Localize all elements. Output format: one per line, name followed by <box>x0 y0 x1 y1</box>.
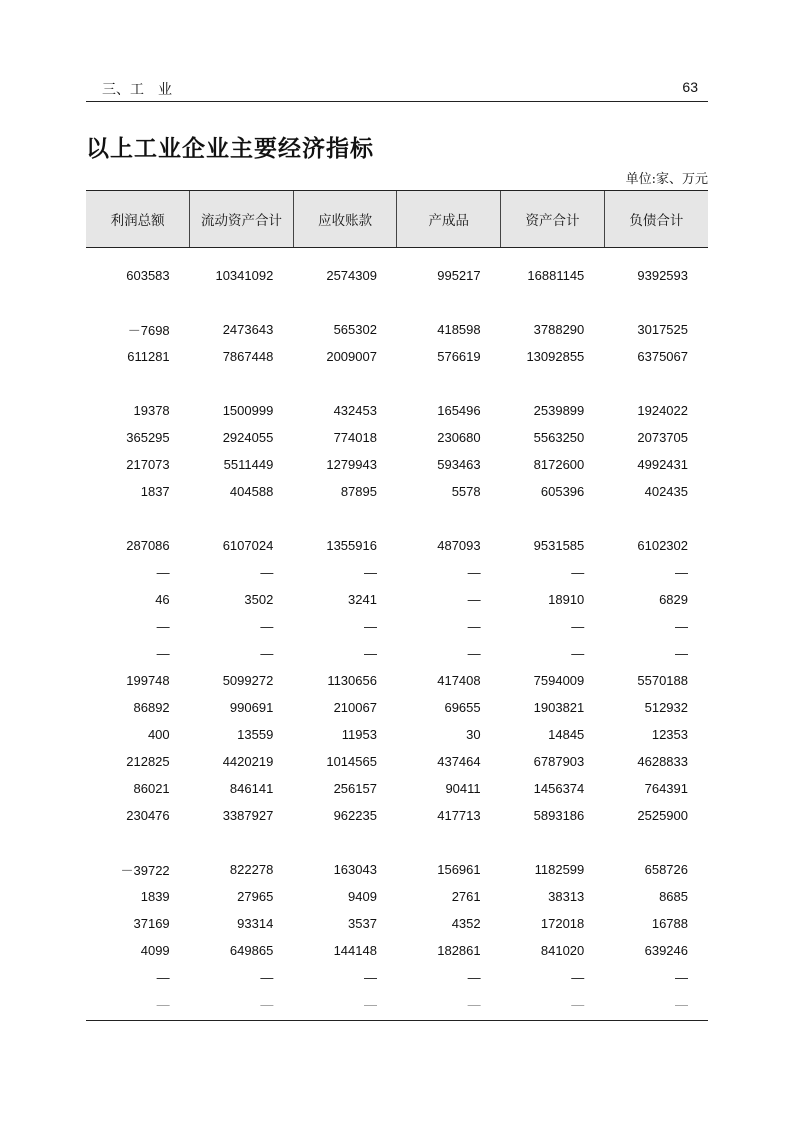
table-row <box>86 910 708 937</box>
table-cell: — <box>363 619 377 634</box>
table-cell: 8172600 <box>533 457 585 472</box>
table-cell: 3537 <box>348 916 377 931</box>
table-cell: 12353 <box>651 727 688 742</box>
table-row <box>86 937 708 964</box>
table-cell: — <box>363 997 377 1012</box>
table-cell: 217073 <box>126 457 170 472</box>
table-cell: 2574309 <box>326 268 377 283</box>
table-row <box>86 721 708 748</box>
table-row <box>86 964 708 991</box>
table-cell: 4352 <box>451 916 481 931</box>
table-cell: — <box>571 619 585 634</box>
column-header: 负债合计 <box>604 191 708 248</box>
table-cell: 30 <box>466 727 481 742</box>
table-cell: — <box>467 592 481 607</box>
table-cell: — <box>260 646 274 661</box>
table-cell: 417713 <box>437 808 481 823</box>
table-cell: 144148 <box>333 943 377 958</box>
table-cell: 1903821 <box>533 700 585 715</box>
table-cell: 212825 <box>126 754 170 769</box>
table-cell: 27965 <box>237 889 274 904</box>
table-cell: 199748 <box>126 673 170 688</box>
column-header: 应收账款 <box>293 191 397 248</box>
table-cell: 990691 <box>229 700 274 715</box>
table-cell: 404588 <box>229 484 274 499</box>
table-cell: 1182599 <box>534 862 585 877</box>
table-cell: 6787903 <box>533 754 585 769</box>
header-row <box>86 191 708 248</box>
table-cell: 432453 <box>333 403 377 418</box>
table-cell: 5570188 <box>637 673 688 688</box>
table-cell: 1456374 <box>533 781 585 796</box>
table-cell: 90411 <box>445 781 481 796</box>
table-cell: 437464 <box>437 754 481 769</box>
table-row <box>86 343 708 370</box>
table-cell: 93314 <box>237 916 274 931</box>
table-cell: 774018 <box>333 430 377 445</box>
table-cell: 13092855 <box>526 349 585 364</box>
table-cell: 841020 <box>540 943 585 958</box>
table-cell: — <box>571 997 585 1012</box>
table-cell: 487093 <box>437 538 481 553</box>
table-cell: 417408 <box>437 673 481 688</box>
spacer-cell <box>86 829 708 856</box>
table-cell: 182861 <box>437 943 481 958</box>
table-row <box>86 694 708 721</box>
table-cell: 1839 <box>140 889 170 904</box>
table-cell: — <box>675 970 688 985</box>
table-cell: 822278 <box>229 862 274 877</box>
table-row <box>86 748 708 775</box>
table-cell: 5563250 <box>533 430 585 445</box>
table-cell: 2473643 <box>222 322 274 337</box>
table-row <box>86 559 708 586</box>
table-cell: 69655 <box>444 700 481 715</box>
table-cell: — <box>156 565 170 580</box>
table-cell: 287086 <box>126 538 170 553</box>
table-row <box>86 397 708 424</box>
running-header <box>86 74 708 102</box>
table-cell: 87895 <box>340 484 377 499</box>
table-cell: 418598 <box>437 322 481 337</box>
table-cell: 256157 <box>333 781 377 796</box>
table-cell: — <box>675 646 688 661</box>
table-cell: 658726 <box>644 862 688 877</box>
table-cell: 14845 <box>548 727 585 742</box>
table-row <box>86 451 708 478</box>
table-cell: 230476 <box>126 808 170 823</box>
table-cell: — <box>675 565 688 580</box>
spacer-row <box>86 829 708 856</box>
table-cell: 19378 <box>133 403 170 418</box>
table-cell: — <box>260 619 274 634</box>
table-row <box>86 640 708 667</box>
table-cell: — <box>675 997 688 1012</box>
unit-label: 单位:家、万元 <box>625 172 708 187</box>
table-cell: 6829 <box>659 592 688 607</box>
table-cell: — <box>363 646 377 661</box>
column-header: 产成品 <box>397 191 501 248</box>
spacer-cell <box>86 289 708 316</box>
column-header: 流动资产合计 <box>190 191 294 248</box>
column-header: 利润总额 <box>86 191 190 248</box>
table-cell: 11953 <box>341 727 377 742</box>
table-cell: 9392593 <box>637 268 688 283</box>
table-cell: — <box>467 565 481 580</box>
table-cell: 7867448 <box>222 349 274 364</box>
table-cell: — <box>260 565 274 580</box>
table-cell: — <box>156 997 170 1012</box>
table-cell: 6102302 <box>637 538 688 553</box>
column-header: 资产合计 <box>501 191 605 248</box>
table-cell: 86021 <box>133 781 170 796</box>
table-body <box>86 248 708 1019</box>
spacer-cell <box>86 505 708 532</box>
table-cell: — <box>467 970 481 985</box>
table-cell: 3241 <box>348 592 377 607</box>
table-cell: 565302 <box>333 322 377 337</box>
table-cell: 8685 <box>659 889 688 904</box>
table-cell: — <box>571 646 585 661</box>
table-cell: 400 <box>147 727 170 742</box>
table-cell: 163043 <box>333 862 377 877</box>
table-row <box>86 532 708 559</box>
table-cell: 46 <box>155 592 170 607</box>
section-label: 三、工 业 <box>102 82 172 98</box>
table-cell: 210067 <box>333 700 377 715</box>
table-cell: 16788 <box>651 916 688 931</box>
table-cell: 1130656 <box>327 673 377 688</box>
spacer-row <box>86 505 708 532</box>
table-cell: 3017525 <box>637 322 688 337</box>
table-row <box>86 667 708 694</box>
table-cell: — <box>156 619 170 634</box>
table-cell: 4628833 <box>637 754 688 769</box>
table-cell: 764391 <box>644 781 688 796</box>
table-cell: 9531585 <box>533 538 585 553</box>
table-cell: 7594009 <box>533 673 585 688</box>
table-cell: 1500999 <box>222 403 274 418</box>
table-cell: 6107024 <box>222 538 274 553</box>
spacer-row <box>86 370 708 397</box>
table-cell: 512932 <box>644 700 688 715</box>
table-cell: — <box>571 970 585 985</box>
table-cell: 1014565 <box>326 754 377 769</box>
table-row <box>86 424 708 451</box>
table-cell: — <box>260 970 274 985</box>
table-cell: 13559 <box>237 727 274 742</box>
page-title: 以上工业企业主要经济指标 <box>86 136 374 162</box>
table-cell: 605396 <box>540 484 585 499</box>
spacer-row <box>86 289 708 316</box>
page-number: 63 <box>682 79 698 95</box>
table-cell: 6375067 <box>637 349 688 364</box>
table-cell: — <box>571 565 585 580</box>
table-row <box>86 613 708 640</box>
table-row <box>86 586 708 613</box>
table-cell: 156961 <box>437 862 481 877</box>
table-cell: 2924055 <box>222 430 274 445</box>
table-row <box>86 991 708 1018</box>
table-cell: 1837 <box>140 484 170 499</box>
table-row <box>86 775 708 802</box>
table-cell: 172018 <box>540 916 585 931</box>
table-cell: 86892 <box>133 700 170 715</box>
table-cell: 576619 <box>437 349 481 364</box>
table-row <box>86 248 708 290</box>
table-cell: 4992431 <box>637 457 688 472</box>
table-row <box>86 883 708 910</box>
table-cell: －39722 <box>120 863 170 878</box>
table-cell: 2009007 <box>326 349 377 364</box>
table-cell: 365295 <box>126 430 170 445</box>
data-table <box>86 190 708 1018</box>
table-cell: 846141 <box>229 781 274 796</box>
table-cell: 9409 <box>348 889 377 904</box>
table-cell: 995217 <box>437 268 481 283</box>
table-cell: 639246 <box>644 943 688 958</box>
table-cell: 5511449 <box>223 457 274 472</box>
bottom-rule <box>86 1020 708 1021</box>
table-row <box>86 856 708 883</box>
table-cell: — <box>156 970 170 985</box>
table-cell: 2525900 <box>637 808 688 823</box>
table-cell: — <box>467 619 481 634</box>
table-cell: 611281 <box>127 349 170 364</box>
table-cell: 4420219 <box>222 754 274 769</box>
table-cell: 1924022 <box>637 403 688 418</box>
table-cell: 2761 <box>451 889 481 904</box>
table-cell: 603583 <box>126 268 170 283</box>
spacer-cell <box>86 370 708 397</box>
table-cell: 402435 <box>644 484 688 499</box>
table-cell: — <box>363 565 377 580</box>
table-cell: 3788290 <box>533 322 585 337</box>
table-cell: －7698 <box>127 323 170 338</box>
table-cell: 165496 <box>437 403 481 418</box>
table-header <box>86 191 708 248</box>
table-cell: 16881145 <box>527 268 585 283</box>
table-cell: 5893186 <box>533 808 585 823</box>
table-cell: — <box>467 997 481 1012</box>
table-cell: — <box>156 646 170 661</box>
table-cell: 37169 <box>133 916 170 931</box>
table-cell: 1355916 <box>326 538 377 553</box>
table-cell: 5578 <box>451 484 481 499</box>
table-cell: 10341092 <box>215 268 274 283</box>
table-cell: 18910 <box>548 592 585 607</box>
table-cell: 593463 <box>437 457 481 472</box>
table-cell: 2539899 <box>533 403 585 418</box>
table-cell: 2073705 <box>637 430 688 445</box>
table-cell: 5099272 <box>222 673 274 688</box>
table-cell: 230680 <box>437 430 481 445</box>
table-cell: 1279943 <box>326 457 377 472</box>
table-cell: — <box>467 646 481 661</box>
table-cell: 38313 <box>548 889 585 904</box>
table-row <box>86 478 708 505</box>
table-cell: 962235 <box>333 808 377 823</box>
table-cell: 3502 <box>244 592 274 607</box>
table-cell: — <box>675 619 688 634</box>
table-cell: 649865 <box>229 943 274 958</box>
table-cell: 4099 <box>140 943 170 958</box>
table-row <box>86 802 708 829</box>
table-cell: — <box>260 997 274 1012</box>
table-row <box>86 316 708 343</box>
table-cell: 3387927 <box>222 808 274 823</box>
table-cell: — <box>363 970 377 985</box>
